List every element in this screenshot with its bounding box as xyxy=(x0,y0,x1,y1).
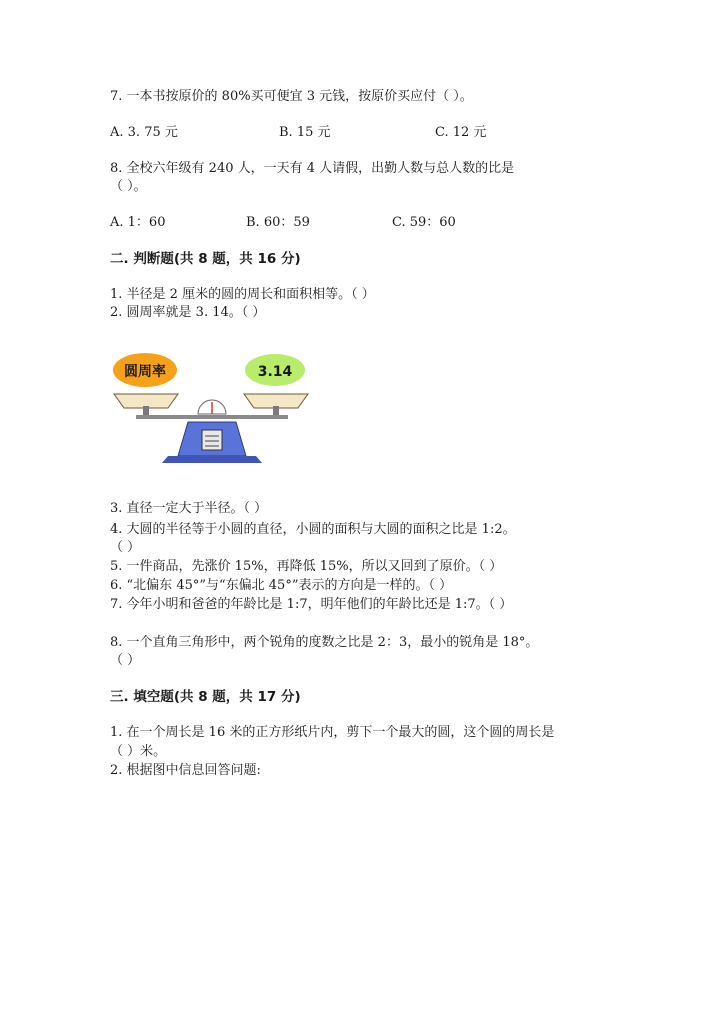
tf-question-4-line2: （ ） xyxy=(110,540,141,555)
tf-question-4-line1: 4. 大圆的半径等于小圆的直径，小圆的面积与大圆的面积之比是 1:2。 xyxy=(110,522,516,537)
left-label-text: 圆周率 xyxy=(124,364,166,380)
section-3-heading: 三. 填空题(共 8 题，共 17 分) xyxy=(110,689,301,705)
tf-question-1: 1. 半径是 2 厘米的圆的周长和面积相等。（ ） xyxy=(110,287,375,302)
question-7-option-b: B. 15 元 xyxy=(279,125,331,140)
scale-beam xyxy=(136,415,288,419)
right-pan-post xyxy=(273,406,279,416)
tf-question-3: 3. 直径一定大于半径。（ ） xyxy=(110,501,268,516)
balance-scale-figure xyxy=(110,350,310,468)
question-7-option-a: A. 3. 75 元 xyxy=(110,125,178,140)
question-8-stem-line1: 8. 全校六年级有 240 人，一天有 4 人请假，出勤人数与总人数的比是 xyxy=(110,161,515,176)
scale-base xyxy=(162,456,262,463)
question-8-option-b: B. 60：59 xyxy=(246,215,310,230)
tf-question-8-line2: （ ） xyxy=(110,653,141,668)
question-8-stem-line2: （ ）。 xyxy=(110,179,147,194)
scale-display xyxy=(202,430,222,450)
fill-question-2: 2. 根据图中信息回答问题: xyxy=(110,763,261,778)
right-label-text: 3.14 xyxy=(257,364,293,380)
tf-question-2: 2. 圆周率就是 3. 14。（ ） xyxy=(110,305,266,320)
fill-question-1-line1: 1. 在一个周长是 16 米的正方形纸片内，剪下一个最大的圆，这个圆的周长是 xyxy=(110,725,555,740)
section-2-heading: 二. 判断题(共 8 题，共 16 分) xyxy=(110,251,301,267)
tf-question-5: 5. 一件商品，先涨价 15%，再降低 15%，所以又回到了原价。（ ） xyxy=(110,559,503,574)
fill-question-1-line2: （ ）米。 xyxy=(110,744,167,759)
tf-question-7: 7. 今年小明和爸爸的年龄比是 1:7，明年他们的年龄比还是 1:7。（ ） xyxy=(110,597,513,612)
left-pan xyxy=(114,394,178,408)
question-7-option-c: C. 12 元 xyxy=(435,125,487,140)
tf-question-6: 6. “北偏东 45°”与“东偏北 45°”表示的方向是一样的。（ ） xyxy=(110,578,453,593)
question-8-option-a: A. 1：60 xyxy=(110,215,166,230)
question-8-option-c: C. 59：60 xyxy=(392,215,456,230)
tf-question-8-line1: 8. 一个直角三角形中，两个锐角的度数之比是 2：3，最小的锐角是 18°。 xyxy=(110,635,539,650)
right-pan xyxy=(244,394,308,408)
question-7-stem: 7. 一本书按原价的 80%买可便宜 3 元钱，按原价买应付（ ）。 xyxy=(110,89,473,104)
left-pan-post xyxy=(143,406,149,416)
